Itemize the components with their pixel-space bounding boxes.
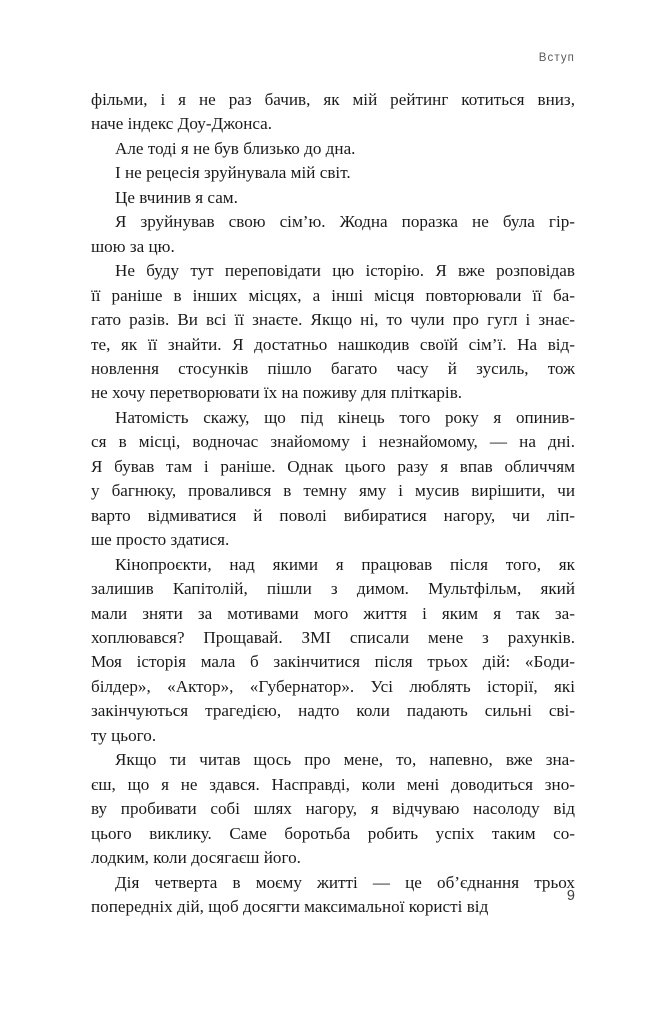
- paragraph: [91, 137, 575, 161]
- paragraph: [91, 259, 575, 406]
- text-line: хоплювався? Прощавай. ЗМІ списали мене з рахунків.: [91, 627, 575, 647]
- text-line: лодким, коли досягаєш його.: [91, 848, 301, 868]
- paragraph: [91, 406, 575, 553]
- text-line: закінчуються трагедією, надто коли падають сильні сві-: [91, 701, 575, 721]
- text-line: Але тоді я не був близько до дна.: [115, 138, 356, 158]
- text-line: гато разів. Ви всі її знаєте. Якщо ні, то чули про гугл і знає-: [91, 310, 575, 330]
- text-line: не хочу перетворювати їх на поживу для пліткарів.: [91, 383, 463, 403]
- text-line: наче індекс Доу-Джонса.: [91, 114, 273, 134]
- text-line: Я зруйнував свою сім’ю. Жодна поразка не була гір-: [115, 212, 575, 232]
- text-line: те, як її знайти. Я достатньо нашкодив своїй сім’ї. На від-: [91, 334, 575, 354]
- text-line: мали зняти за мотивами мого життя і яким я так за-: [91, 603, 575, 623]
- text-line: попередніх дій, щоб досягти максимальної користі від: [91, 896, 489, 916]
- text-line: варто відмиватися й поволі вибиратися нагору, чи ліп-: [91, 505, 575, 525]
- page-number: 9: [566, 888, 575, 904]
- text-line: І не рецесія зруйнувала мій світ.: [115, 163, 351, 183]
- body-text-column: [91, 88, 575, 919]
- text-line: Це вчинив я сам.: [115, 187, 238, 207]
- running-head: Вступ: [538, 52, 575, 64]
- text-line: ше просто здатися.: [91, 530, 230, 550]
- text-line: Не буду тут переповідати цю історію. Я вже розповідав: [115, 261, 575, 281]
- text-line: Кінопроєкти, над якими я працював після того, як: [115, 554, 575, 574]
- text-line: Моя історія мала б закінчитися після трьох дій: «Боди-: [91, 652, 575, 672]
- text-line: Натомість скажу, що під кінець того року я опинив-: [115, 407, 575, 427]
- paragraph: [91, 88, 575, 137]
- text-line: цього виклику. Саме боротьба робить успіх таким со-: [91, 823, 575, 843]
- text-line: єш, що я не здався. Насправді, коли мені доводиться зно-: [91, 774, 575, 794]
- text-line: ву пробивати собі шлях нагору, я відчуваю насолоду від: [91, 799, 575, 819]
- paragraph: [91, 553, 575, 749]
- paragraph: [91, 748, 575, 870]
- text-line: ту цього.: [91, 725, 157, 745]
- text-line: її раніше в інших місцях, а інші місця повторювали її ба-: [91, 285, 575, 305]
- text-line: ся в місці, водночас знайомому і незнайомому, — на дні.: [91, 432, 575, 452]
- text-line: Якщо ти читав щось про мене, то, напевно, вже зна-: [115, 750, 575, 770]
- text-line: новлення стосунків пішло багато часу й зусиль, тож: [91, 358, 575, 378]
- text-line: Я бував там і раніше. Однак цього разу я впав обличчям: [91, 456, 575, 476]
- text-line: фільми, і я не раз бачив, як мій рейтинг котиться вниз,: [91, 90, 575, 109]
- text-line: Дія четверта в моєму житті — це об’єднання трьох: [115, 872, 575, 892]
- text-line: у багнюку, провалився в темну яму і мусив вирішити, чи: [91, 481, 575, 501]
- text-line: залишив Капітолій, пішли з димом. Мультфільм, який: [91, 579, 575, 599]
- text-line: шою за цю.: [91, 236, 175, 256]
- paragraph: [91, 186, 575, 210]
- paragraph: [91, 210, 575, 259]
- text-line: білдер», «Актор», «Губернатор». Усі люблять історії, які: [91, 676, 575, 696]
- paragraph: [91, 161, 575, 185]
